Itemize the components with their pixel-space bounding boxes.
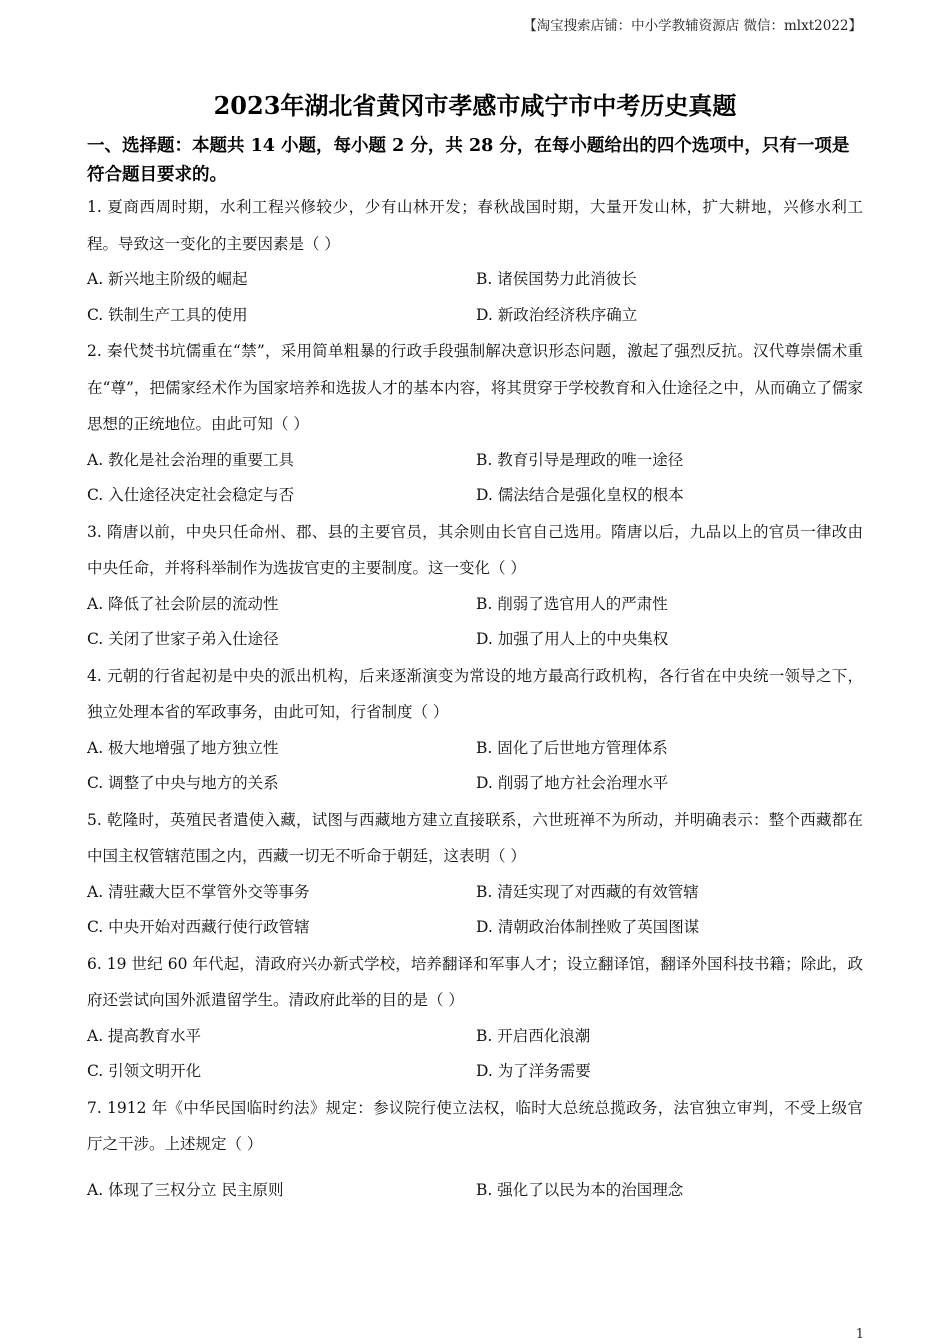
option-c[interactable]: C. 铁制生产工具的使用 <box>87 305 248 324</box>
option-a[interactable]: A. 清驻藏大臣不掌管外交等事务 <box>87 882 310 901</box>
question-1 <box>87 189 863 333</box>
option-b[interactable]: B. 清廷实现了对西藏的有效管辖 <box>476 882 699 901</box>
option-a[interactable]: A. 教化是社会治理的重要工具 <box>87 450 295 469</box>
option-d[interactable]: D. 新政治经济秩序确立 <box>476 305 638 324</box>
option-d[interactable]: D. 儒法结合是强化皇权的根本 <box>476 486 684 504</box>
question-stem: 7. 1912 年《中华民国临时约法》规定：参议院行使立法权，临时大总统总揽政务，法官独立审判，不受上级官厅之干涉。上述规定（ ） <box>87 1098 863 1153</box>
option-a[interactable]: A. 体现了三权分立 民主原则 <box>87 1180 284 1199</box>
option-b[interactable]: B. 教育引导是理政的唯一途径 <box>476 450 684 469</box>
question-stem: 3. 隋唐以前，中央只任命州、郡、县的主要官员，其余则由长官自己选用。隋唐以后，九品以上的官员一律改由中央任命，并将科举制作为选拔官吏的主要制度。这一变化（ ） <box>87 522 863 577</box>
option-group <box>87 731 863 802</box>
option-c[interactable]: C. 关闭了世家子弟入仕途径 <box>87 630 279 648</box>
option-group <box>87 1173 863 1209</box>
option-group <box>87 443 863 514</box>
option-b[interactable]: B. 固化了后世地方管理体系 <box>476 738 668 757</box>
option-d[interactable]: D. 削弱了地方社会治理水平 <box>476 774 669 792</box>
option-c[interactable]: C. 中央开始对西藏行使行政管辖 <box>87 918 310 936</box>
option-a[interactable]: A. 极大地增强了地方独立性 <box>87 738 279 757</box>
question-stem: 2. 秦代焚书坑儒重在“禁”，采用简单粗暴的行政手段强制解决意识形态问题，激起了强烈反抗。汉代尊崇儒术重在“尊”，把儒家经术作为国家培养和选拔人才的基本内容，将其贯穿于学校教育和入仕途径之中，从而确立了儒家思想的正统地位。由此可知（ ） <box>87 342 863 433</box>
question-list <box>87 189 863 1208</box>
option-c[interactable]: C. 入仕途径决定社会稳定与否 <box>87 486 295 504</box>
option-group <box>87 1019 863 1090</box>
question-5 <box>87 802 863 946</box>
option-a[interactable]: A. 降低了社会阶层的流动性 <box>87 594 279 613</box>
spacer <box>87 1163 863 1173</box>
option-b[interactable]: B. 削弱了选官用人的严肃性 <box>476 594 668 613</box>
option-group <box>87 262 863 333</box>
question-stem: 6. 19 世纪 60 年代起，清政府兴办新式学校，培养翻译和军事人才；设立翻译馆，翻译外国科技书籍；除此，政府还尝试向国外派遣留学生。清政府此举的目的是（ ） <box>87 954 863 1009</box>
header-note: 【淘宝搜索店铺：中小学教辅资源店 微信：mlxt2022】 <box>523 18 862 34</box>
option-a[interactable]: A. 提高教育水平 <box>87 1026 202 1045</box>
option-d[interactable]: D. 清朝政治体制挫败了英国图谋 <box>476 918 700 936</box>
question-stem: 4. 元朝的行省起初是中央的派出机构，后来逐渐演变为常设的地方最高行政机构，各行省在中央统一领导之下，独立处理本省的军政事务，由此可知，行省制度（ ） <box>87 666 863 721</box>
option-d[interactable]: D. 加强了用人上的中央集权 <box>476 630 669 648</box>
option-d[interactable]: D. 为了洋务需要 <box>476 1062 591 1080</box>
option-c[interactable]: C. 引领文明开化 <box>87 1062 202 1080</box>
option-b[interactable]: B. 诸侯国势力此消彼长 <box>476 270 637 288</box>
question-4 <box>87 658 863 802</box>
question-stem: 1. 夏商西周时期，水利工程兴修较少，少有山林开发；春秋战国时期，大量开发山林，扩大耕地，兴修水利工程。导致这一变化的主要因素是（ ） <box>87 198 863 253</box>
question-stem: 5. 乾隆时，英殖民者遣使入藏，试图与西藏地方建立直接联系，六世班禅不为所动，并明确表示：整个西藏都在中国主权管辖范围之内，西藏一切无不听命于朝廷，这表明（ ） <box>87 810 863 865</box>
option-b[interactable]: B. 开启西化浪潮 <box>476 1026 591 1045</box>
option-group <box>87 875 863 946</box>
question-2 <box>87 333 863 514</box>
page-number: 1 <box>855 1327 864 1342</box>
question-7 <box>87 1090 863 1209</box>
option-b[interactable]: B. 强化了以民为本的治国理念 <box>476 1180 684 1199</box>
question-6 <box>87 946 863 1090</box>
option-a[interactable]: A. 新兴地主阶级的崛起 <box>87 270 248 288</box>
option-c[interactable]: C. 调整了中央与地方的关系 <box>87 774 279 792</box>
option-group <box>87 587 863 658</box>
section-heading: 一、选择题：本题共 14 小题，每小题 2 分，共 28 分，在每小题给出的四个选项中，只有一项是符合题目要求的。 <box>87 136 850 185</box>
page-title: 2023年湖北省黄冈市孝感市咸宁市中考历史真题 <box>213 91 737 120</box>
question-3 <box>87 514 863 658</box>
